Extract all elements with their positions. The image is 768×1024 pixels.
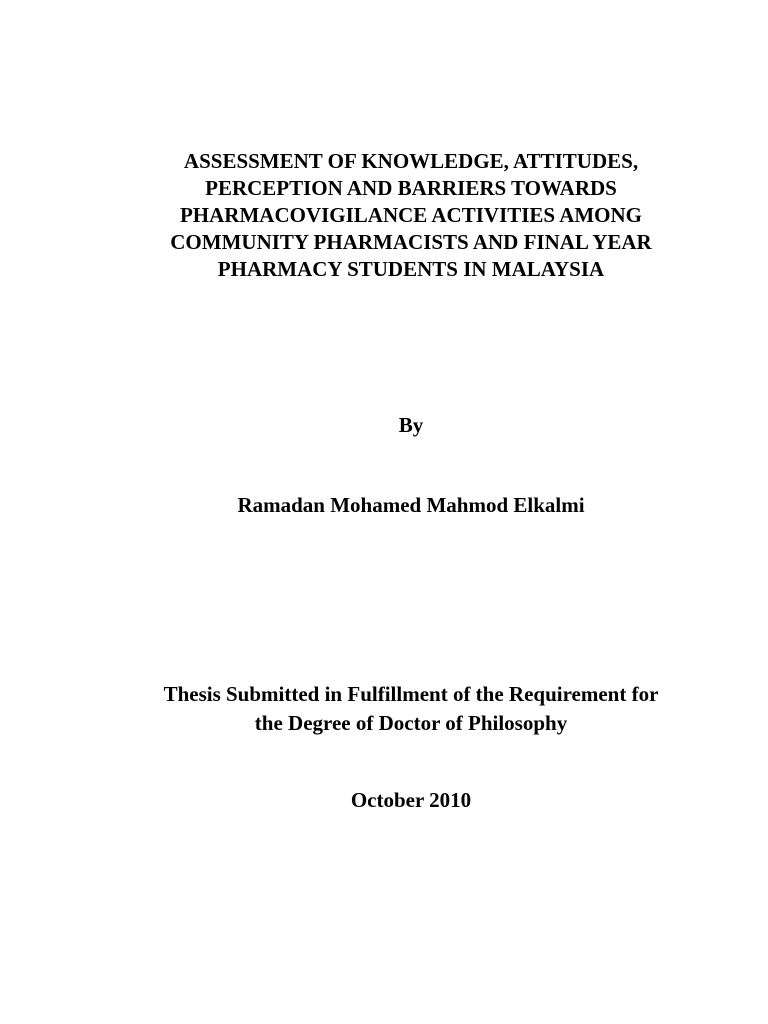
submission-date: October 2010: [350, 788, 472, 812]
thesis-title-line: PERCEPTION AND BARRIERS TOWARDS: [205, 176, 617, 200]
submission-statement: [0, 680, 768, 738]
author-name: Ramadan Mohamed Mahmod Elkalmi: [237, 493, 585, 517]
thesis-title-line: COMMUNITY PHARMACISTS AND FINAL YEAR: [170, 230, 652, 254]
thesis-title-line: PHARMACY STUDENTS IN MALAYSIA: [217, 257, 605, 281]
thesis-title-line: PHARMACOVIGILANCE ACTIVITIES AMONG: [179, 203, 643, 227]
by-label: By: [398, 413, 424, 437]
submission-statement-line: Thesis Submitted in Fulfillment of the Requirement for: [163, 682, 659, 706]
thesis-title: [0, 148, 768, 283]
thesis-title-line: ASSESSMENT OF KNOWLEDGE, ATTITUDES,: [183, 149, 639, 173]
submission-statement-line: the Degree of Doctor of Philosophy: [254, 711, 568, 735]
